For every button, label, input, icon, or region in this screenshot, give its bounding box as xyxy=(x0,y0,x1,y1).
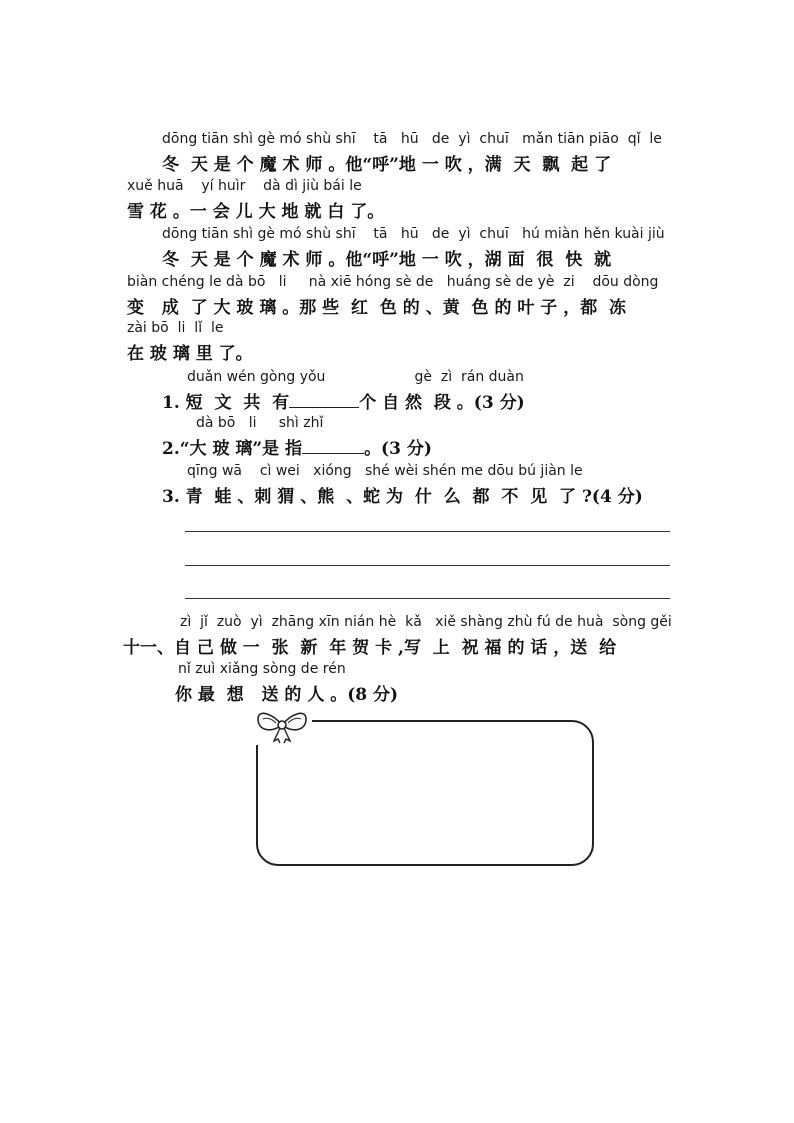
q1-number: 1. xyxy=(162,393,180,413)
p1-line1-pinyin: dōng tiān shì gè mó shù shī tā hū de yì chuī mǎn tiān piāo qǐ le xyxy=(162,131,662,147)
q2-pinyin: dà bō li shì zhǐ xyxy=(196,415,324,431)
q3-answer-line-3[interactable] xyxy=(185,598,670,599)
q1-pinyin: duǎn wén gòng yǒu gè zì rán duàn xyxy=(187,369,524,385)
p2-line2-text: 变 成 了 大 玻 璃 。那 些 红 色 的 、黄 色 的 叶 子 ，都 冻 xyxy=(127,298,627,318)
section11-pinyin-2: nǐ zuì xiǎng sòng de rén xyxy=(178,661,346,677)
q1-before: 短 文 共 有 xyxy=(185,393,290,413)
q2-before: “大 玻 璃”是 指 xyxy=(179,439,303,459)
p2-line3-text: 在 玻 璃 里 了。 xyxy=(127,344,253,364)
p1-line1-text: 冬 天 是 个 魔 术 师 。他“呼”地 一 吹 ，满 天 飘 起 了 xyxy=(162,155,612,175)
q1-answer-blank[interactable] xyxy=(289,393,359,408)
bow-icon xyxy=(252,705,312,745)
q1-text xyxy=(162,388,525,413)
p2-line2-pinyin: biàn chéng le dà bō li nà xiē hóng sè de huáng sè de yè zi dōu dòng xyxy=(127,274,659,290)
q3-text xyxy=(162,482,643,507)
q3-pinyin: qīng wā cì wei xióng shé wèi shén me dōu bú jiàn le xyxy=(187,463,583,479)
p2-line1-text: 冬 天 是 个 魔 术 师 。他“呼”地 一 吹 ，湖 面 很 快 就 xyxy=(162,250,612,270)
q3-answer-line-2[interactable] xyxy=(185,565,670,566)
q1-after: 个 自 然 段 。(3 分) xyxy=(359,393,525,413)
q2-text xyxy=(162,434,432,459)
p1-line2-text: 雪 花 。一 会 儿 大 地 就 白 了。 xyxy=(127,202,385,222)
q3-number: 3. xyxy=(162,487,180,507)
q2-answer-blank[interactable] xyxy=(302,439,364,454)
p2-line1-pinyin: dōng tiān shì gè mó shù shī tā hū de yì chuī hú miàn hěn kuài jiù xyxy=(162,226,665,242)
q3-answer-line-1[interactable] xyxy=(185,531,670,532)
q2-number: 2. xyxy=(162,439,180,459)
p1-line2-pinyin: xuě huā yí huìr dà dì jiù bái le xyxy=(127,178,362,194)
section11-pinyin: zì jǐ zuò yì zhāng xīn nián hè kǎ xiě shàng zhù fú de huà sòng gěi xyxy=(180,614,672,630)
section11-title: 十一、自 己 做 一 张 新 年 贺 卡 ,写 上 祝 福 的 话 ，送 给 xyxy=(123,638,617,658)
q3-body: 青 蛙 、刺 猬 、熊 、蛇 为 什 么 都 不 见 了 ?(4 分) xyxy=(185,487,643,507)
section11-title-2: 你 最 想 送 的 人 。(8 分) xyxy=(175,685,399,705)
p2-line3-pinyin: zài bō li lǐ le xyxy=(127,320,224,336)
q2-after: 。(3 分) xyxy=(364,439,432,459)
